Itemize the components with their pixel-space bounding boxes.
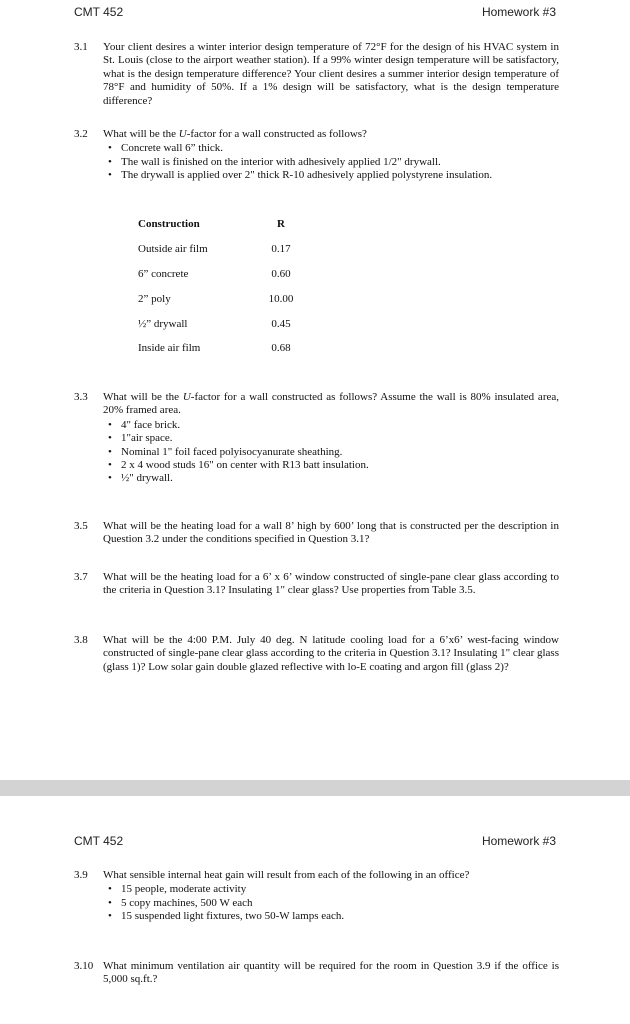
question-3-3 <box>74 391 559 486</box>
list-item: • Concrete wall 6” thick. <box>121 142 559 155</box>
course-code: CMT 452 <box>74 5 124 19</box>
question-3-10 <box>74 960 559 987</box>
question-3-5 <box>74 520 559 547</box>
list-item: • The wall is finished on the interior with adhesively applied 1/2" drywall. <box>121 156 559 169</box>
table-row <box>138 336 302 361</box>
question-number: 3.9 <box>74 869 88 881</box>
table-row <box>138 286 302 311</box>
homework-title: Homework #3 <box>481 834 556 848</box>
table-cell: 2” poly <box>138 292 171 305</box>
table-cell: 0.17 <box>271 243 291 256</box>
question-text: What will be the U-factor for a wall constructed as follows? Assume the wall is 80% insulated area, 20% framed area. <box>103 391 559 417</box>
question-text: What will be the heating load for a 6’ x 6’ window constructed of single-pane clear glass according to the criteria in Question 3.1? Insulating 1" clear glass? Use properties from Table 3.5. <box>103 571 559 597</box>
table-header-row <box>138 212 302 237</box>
table-cell: Inside air film <box>138 342 201 355</box>
table-cell: 0.68 <box>271 342 291 355</box>
question-3-7 <box>74 571 559 598</box>
list-item: • 4" face brick. <box>121 419 559 432</box>
column-header: R <box>277 218 285 231</box>
question-3-9 <box>74 869 559 924</box>
question-3-2 <box>74 128 559 183</box>
question-number: 3.7 <box>74 571 88 583</box>
table-cell: ½” drywall <box>138 317 188 330</box>
list-item: • ½" drywall. <box>121 472 559 485</box>
bullet-list <box>103 883 559 923</box>
question-number: 3.1 <box>74 41 88 53</box>
question-3-1 <box>74 41 559 108</box>
document-page-2 <box>0 796 630 1024</box>
list-item: • 1"air space. <box>121 432 559 445</box>
question-text: What will be the heating load for a wall 8’ high by 600’ long that is constructed per the description in Question 3.2 under the conditions specified in Question 3.1? <box>103 520 559 546</box>
table-row <box>138 262 302 287</box>
question-text: What minimum ventilation air quantity will be required for the room in Question 3.9 if the office is 5,000 sq.ft.? <box>103 960 559 986</box>
table-cell: Outside air film <box>138 243 208 256</box>
question-text: What sensible internal heat gain will result from each of the following in an office? <box>103 869 470 881</box>
bullet-list <box>103 142 559 182</box>
table-row <box>138 237 302 262</box>
course-code: CMT 452 <box>74 834 124 848</box>
question-number: 3.3 <box>74 391 88 403</box>
question-text: What will be the U-factor for a wall constructed as follows? <box>103 128 367 140</box>
list-item: • 15 people, moderate activity <box>121 883 559 896</box>
table-row <box>138 311 302 336</box>
question-text: Your client desires a winter interior design temperature of 72°F for the design of his HVAC system in St. Louis (close to the airport weather station). If a 99% winter design temperature will be satisfactory, what is the design temperature difference? Your client desires a summer interior design temperature of 78°F and humidity of 50%. If a 1% design will be satisfactory, what is the design temperature difference? <box>103 41 559 107</box>
list-item: • 5 copy machines, 500 W each <box>121 897 559 910</box>
column-header: Construction <box>138 218 200 231</box>
question-number: 3.2 <box>74 128 88 140</box>
list-item: • 15 suspended light fixtures, two 50-W lamps each. <box>121 910 559 923</box>
table-cell: 0.45 <box>271 317 291 330</box>
question-number: 3.10 <box>74 960 94 972</box>
list-item: • Nominal 1" foil faced polyisocyanurate sheathing. <box>121 446 559 459</box>
bullet-list <box>103 419 559 486</box>
list-item: • The drywall is applied over 2" thick R-10 adhesively applied polystyrene insulation. <box>121 169 559 182</box>
page-separator <box>0 780 630 796</box>
page-header <box>74 5 556 19</box>
r-value-table <box>138 212 302 361</box>
table-cell: 10.00 <box>268 292 294 305</box>
question-number: 3.8 <box>74 634 88 646</box>
homework-title: Homework #3 <box>481 5 556 19</box>
page-header <box>74 834 556 848</box>
question-3-8 <box>74 634 559 674</box>
table-cell: 6” concrete <box>138 267 189 280</box>
table-cell: 0.60 <box>271 267 291 280</box>
list-item: • 2 x 4 wood studs 16" on center with R13 batt insulation. <box>121 459 559 472</box>
question-number: 3.5 <box>74 520 88 532</box>
question-text: What will be the 4:00 P.M. July 40 deg. N latitude cooling load for a 6’x6’ west-facing window constructed of single-pane clear glass according to the criteria in Question 3.1? Insulating 1" clear glass (glass 1)? Low solar gain double glazed reflective with lo-E coating and argon fill (glass 2)? <box>103 634 559 673</box>
